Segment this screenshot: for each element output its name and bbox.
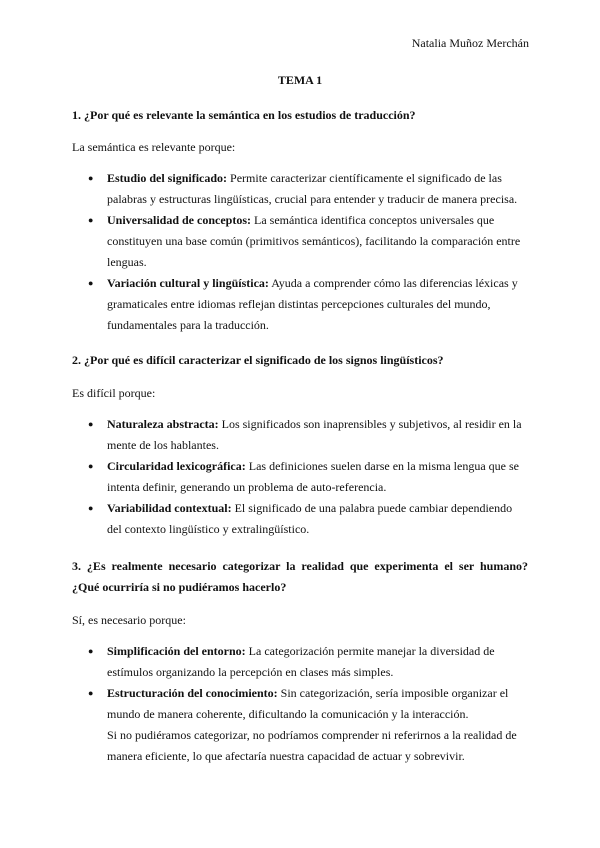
bullet-icon: ● — [88, 461, 94, 471]
question-3-line-2: ¿Qué ocurriría si no pudiéramos hacerlo? — [72, 580, 287, 594]
list-item — [88, 210, 524, 273]
item-term: Universalidad de conceptos: — [107, 213, 251, 227]
item-text: El significado de una palabra puede cambiar dependiendo del contexto lingüístico y extralingüístico. — [107, 501, 513, 536]
list-item — [88, 456, 524, 498]
item-term: Circularidad lexicográfica: — [107, 459, 246, 473]
bullet-icon: ● — [88, 173, 94, 183]
item-text: Los significados son inaprensibles y subjetivos, al residir en la mente de los hablantes. — [107, 417, 522, 452]
intro-2: Es difícil porque: — [72, 386, 156, 400]
intro-1: La semántica es relevante porque: — [72, 140, 236, 154]
bullet-icon: ● — [88, 503, 94, 513]
list-item — [88, 498, 524, 540]
item-text: Sin categorización, sería imposible organizar el mundo de manera coherente, dificultando la comunicación y la interacción. — [107, 686, 509, 721]
bullet-icon: ● — [88, 278, 94, 288]
item-text: Las definiciones suelen darse en la misma lengua que se intenta definir, generando un problema de auto-referencia. — [107, 459, 519, 494]
list-2 — [88, 414, 524, 540]
bullet-icon: ● — [88, 688, 94, 698]
item-term: Variación cultural y lingüística: — [107, 276, 269, 290]
item-term: Estructuración del conocimiento: — [107, 686, 278, 700]
author-name: Natalia Muñoz Merchán — [411, 36, 529, 50]
list-3 — [88, 641, 524, 767]
document-title: TEMA 1 — [277, 73, 323, 87]
bullet-icon: ● — [88, 646, 94, 656]
item-term: Naturaleza abstracta: — [107, 417, 219, 431]
list-item — [88, 683, 524, 767]
list-1 — [88, 168, 524, 336]
question-2: 2. ¿Por qué es difícil caracterizar el significado de los signos lingüísticos? — [72, 353, 444, 367]
question-1: 1. ¿Por qué es relevante la semántica en los estudios de traducción? — [72, 108, 416, 122]
item-text: La semántica identifica conceptos universales que constituyen una base común (primitivos semánticos), facilitando la comparación entre lenguas. — [107, 213, 521, 269]
conclusion-text: Si no pudiéramos categorizar, no podríamos comprender ni referirnos a la realidad de manera eficiente, lo que afectaría nuestra capacidad de actuar y sobrevivir. — [107, 728, 517, 763]
list-item — [88, 273, 524, 336]
item-term: Estudio del significado: — [107, 171, 228, 185]
item-term: Simplificación del entorno: — [107, 644, 246, 658]
item-term: Variabilidad contextual: — [107, 501, 232, 515]
item-text: La categorización permite manejar la diversidad de estímulos organizando la percepción en clases más simples. — [107, 644, 495, 679]
list-item — [88, 641, 524, 683]
question-3 — [72, 556, 528, 598]
item-text: Ayuda a comprender cómo las diferencias léxicas y gramaticales entre idiomas reflejan distintas percepciones culturales del mundo, fundamentales para la traducción. — [107, 276, 518, 332]
bullet-icon: ● — [88, 215, 94, 225]
list-item — [88, 414, 524, 456]
list-item — [88, 168, 524, 210]
bullet-icon: ● — [88, 419, 94, 429]
item-text: Permite caracterizar científicamente el significado de las palabras y estructuras lingüísticas, crucial para entender y traducir de manera precisa. — [107, 171, 518, 206]
question-3-line-1: 3. ¿Es realmente necesario categorizar la realidad que experimenta el ser humano? — [72, 559, 528, 573]
intro-3: Sí, es necesario porque: — [72, 613, 186, 627]
